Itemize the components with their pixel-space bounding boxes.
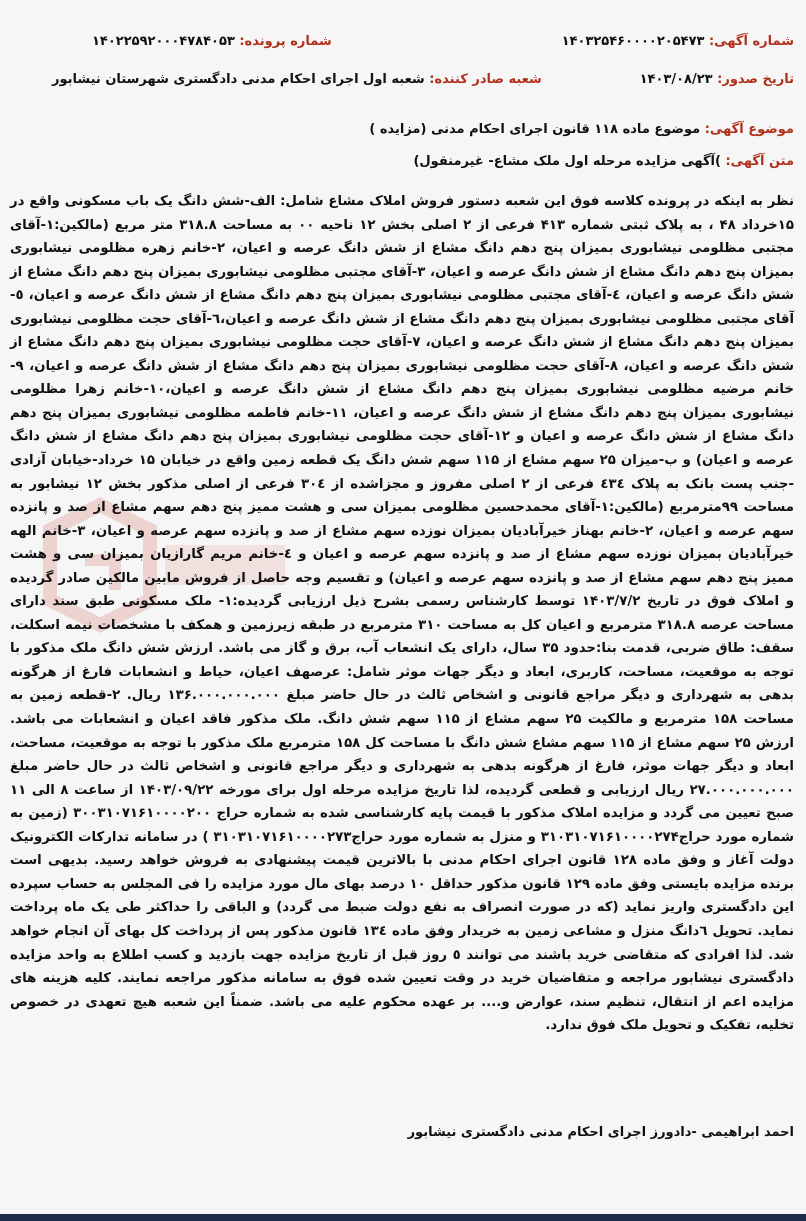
signature: احمد ابراهیمی -دادورز اجرای احکام مدنی دادگستری نیشابور	[407, 1125, 794, 1140]
bottom-rule	[0, 1214, 806, 1221]
issuing-branch-label: شعبه صادر کننده:	[429, 72, 542, 87]
header-row-numbers	[12, 34, 794, 54]
notice-text-heading	[12, 154, 794, 169]
issue-date	[640, 72, 794, 87]
notice-number	[562, 34, 794, 49]
notice-number-label: شماره آگهی:	[708, 34, 794, 49]
subject-label: موضوع آگهی:	[704, 122, 794, 137]
issue-date-label: تاریخ صدور:	[717, 72, 794, 87]
issuing-branch-value: شعبه اول اجرای احکام مدنی دادگستری شهرستان نیشابور	[52, 72, 425, 87]
notice-number-value: ۱۴۰۳۲۵۴۶۰۰۰۰۲۰۵۴۷۳	[561, 34, 705, 49]
case-number	[92, 34, 332, 49]
case-number-label: شماره پرونده:	[239, 34, 332, 49]
notice-body: نظر به اینکه در پرونده کلاسه فوق این شعبه دستور فروش املاک مشاع شامل: الف-شش دانگ یک باب مسکونی واقع در ۱۵خرداد ۴۸ ، به پلاک ثبتی شماره ۴۱۳ فرعی از ۲ اصلی بخش ۱۲ ناحیه ۰۰ به مساحت ۳۱۸.۸ متر مربع (مالکین:۱-آقای مجتبی مظلومی نیشابوری بمیزان پنج دهم دانگ مشاع از شش دانگ عرصه و اعیان، ۲-خانم زهره مظلومی نیشابوری بمیزان پنج دهم دانگ مشاع از شش دانگ عرصه و اعیان، ۳-آقای مجتبی مظلومی نیشابوری بمیزان پنج دهم دانگ مشاع از شش دانگ عرصه و اعیان، ٤-آقای مجتبی مظلومی نیشابوری بمیزان پنج دهم دانگ مشاع از شش دانگ عرصه و اعیان، ٥-آقای مجتبی مظلومی نیشابوری بمیزان پنج دهم دانگ مشاع از شش دانگ عرصه و اعیان،٦-آقای حجت مظلومی نیشابوری بمیزان پنج دهم دانگ مشاع از شش دانگ عرصه و اعیان، ٧-آقای حجت مظلومی نیشابوری بمیزان پنج دهم دانگ مشاع از شش دانگ عرصه و اعیان، ٨-آقای حجت مظلومی نیشابوری بمیزان پنج دهم دانگ مشاع از شش دانگ عرصه و اعیان، ٩-خانم مرضیه مظلومی نیشابوری بمیزان پنج دهم دانگ مشاع از شش دانگ عرصه و اعیان،١٠-خانم زهرا مظلومی نیشابوری بمیزان پنج دهم دانگ مشاع از شش دانگ عرصه و اعیان، ١١-خانم فاطمه مظلومی نیشابوری بمیزان پنج دهم دانگ مشاع از شش دانگ عرصه و اعیان و ١٢-آقای حجت مظلومی نیشابوری بمیزان پنج دهم دانگ مشاع از شش دانگ عرصه و اعیان) و ب-میزان ۲۵ سهم مشاع از ۱۱۵ سهم شش دانگ یک قطعه زمین واقع در خیابان ۱۵ خرداد-خیابان آزادی -جنب پست بانک به پلاک ٤٣٤ فرعی از ۲ اصلی مفروز و مجزاشده از ۳۰٤ فرعی از اصلی مذکور بخش ۱۲ نیشابور به مساحت ۹۹مترمربع (مالکین:۱-آقای محمدحسین مظلومی بمیزان سی و هشت ممیز پنج دهم سهم مشاع از صد و پانزده سهم عرصه و اعیان، ۲-خانم بهناز خیرآبادیان بمیزان نوزده سهم مشاع از صد و پانزده سهم عرصه و اعیان، ۳-خانم الهه خیرآبادیان بمیزان نوزده سهم مشاع از صد و پانزده سهم عرصه و اعیان و ٤-خانم مریم گارازیان بمیزان سی و هشت ممیز پنج دهم سهم مشاع از صد و پانزده سهم عرصه و اعیان) و تقسیم وجه حاصل از فروش مابین مالکین صادر گردیده و املاک فوق در تاریخ ۱۴۰۳/۷/۲ توسط کارشناس رسمی بشرح ذیل ارزیابی گردیده:۱- ملک مسکونی طبق سند دارای مساحت عرصه ۳۱۸.۸ مترمربع و اعیان کل به مساحت ۳۱۰ مترمربع در طبقه زیرزمین و همکف با مشخصات نیمه اسکلت، سقف: طاق ضربی، قدمت بنا:حدود ۳۵ سال، دارای یک انشعاب آب، برق و گاز می باشد. ارزش شش دانگ ملک مذکور با توجه به موقعیت، مساحت، کاربری، ابعاد و دیگر جهات موثر شامل: عرصهف اعیان، حیاط و انشعابات فارغ از هرگونه بدهی به شهرداری و دیگر مراجع قانونی و اشخاص ثالث در حال حاضر مبلغ ۱۳۶.۰۰۰.۰۰۰.۰۰۰ ریال. ۲-قطعه زمین به مساحت ۱۵۸ مترمربع و مالکیت ۲۵ سهم مشاع از ۱۱۵ سهم شش دانگ. ملک مذکور فاقد اعیان و انشعابات می باشد. ارزش ۲۵ سهم مشاع از ۱۱۵ سهم مشاع شش دانگ با مساحت کل ۱۵۸ مترمربع ملک مذکور با توجه به موقعیت، مساحت، ابعاد و دیگر جهات موثر، فارغ از هرگونه بدهی به شهرداری و دیگر مراجع قانونی و اشخاص ثالث در حال حاضر مبلغ ۲۷.۰۰۰.۰۰۰.۰۰۰ ریال ارزیابی و قطعی گردیده، لذا تاریخ مزایده مرحله اول برای مورخه ۱۴۰۳/۰۹/۲۲ از ساعت ۸ الی ۱۱ صبح تعیین می گردد و مزایده املاک مذکور با قیمت پایه کارشناسی شده به شماره حراج ۳۰۰۳۱۰۷۱۶۱۰۰۰۰۲۰۰ (زمین به شماره مورد حراج۳۱۰۳۱۰۷۱۶۱۰۰۰۰۲۷۴ و منزل به شماره مورد حراج۳۱۰۳۱۰۷۱۶۱۰۰۰۰۲۷۳ ) در سامانه تدارکات الکترونیک دولت آغاز و وفق ماده ۱۲۸ قانون اجرای احکام مدنی با بالاترین قیمت پیشنهادی به فروش خواهد رسید. بدیهی است برنده مزایده بایستی وفق ماده ۱۲۹ قانون مذکور حداقل ۱۰ درصد بهای مال مورد مزایده را فی المجلس به حساب سپرده این دادگستری واریز نماید (که در صورت انصراف به نفع دولت ضبط می گردد) و الباقی را حداکثر طی یک ماه پرداخت نماید. تحویل ٦دانگ منزل و مشاعی زمین به خریدار وفق ماده ١٣٤ قانون مذکور پس از پرداخت کل بهای آن انجام خواهد شد. لذا افرادی که متقاضی خرید باشند می توانند ٥ روز قبل از تاریخ مزایده جهت بازدید و کسب اطلاع به واحد مزایده دادگستری نیشابور مراجعه و متقاضیان خرید در وقت تعیین شده فوق به سامانه مذکور مراجعه نمایند. کلیه هزینه های مزایده اعم از انتقال، تنظیم سند، عوارض و.... بر عهده محکوم علیه می باشد. ضمناً این شعبه هیچ تعهدی در خصوص تخلیه، تفکیک و تحویل ملک فوق ندارد.	[10, 194, 795, 1034]
notice-text-title: )آگهی مزایده مرحله اول ملک مشاع- غیرمنقول)	[413, 154, 721, 169]
subject-value: موضوع ماده ۱۱۸ قانون اجرای احکام مدنی (مزایده )	[369, 122, 701, 137]
header-row-date-branch	[12, 72, 794, 92]
issuing-branch	[52, 72, 542, 87]
case-number-value: ۱۴۰۲۲۵۹۲۰۰۰۴۷۸۴۰۵۳	[92, 34, 235, 49]
notice-text-label: متن آگهی:	[725, 154, 794, 169]
notice-subject	[12, 122, 794, 137]
issue-date-value: ۱۴۰۳/۰۸/۲۳	[639, 72, 713, 87]
